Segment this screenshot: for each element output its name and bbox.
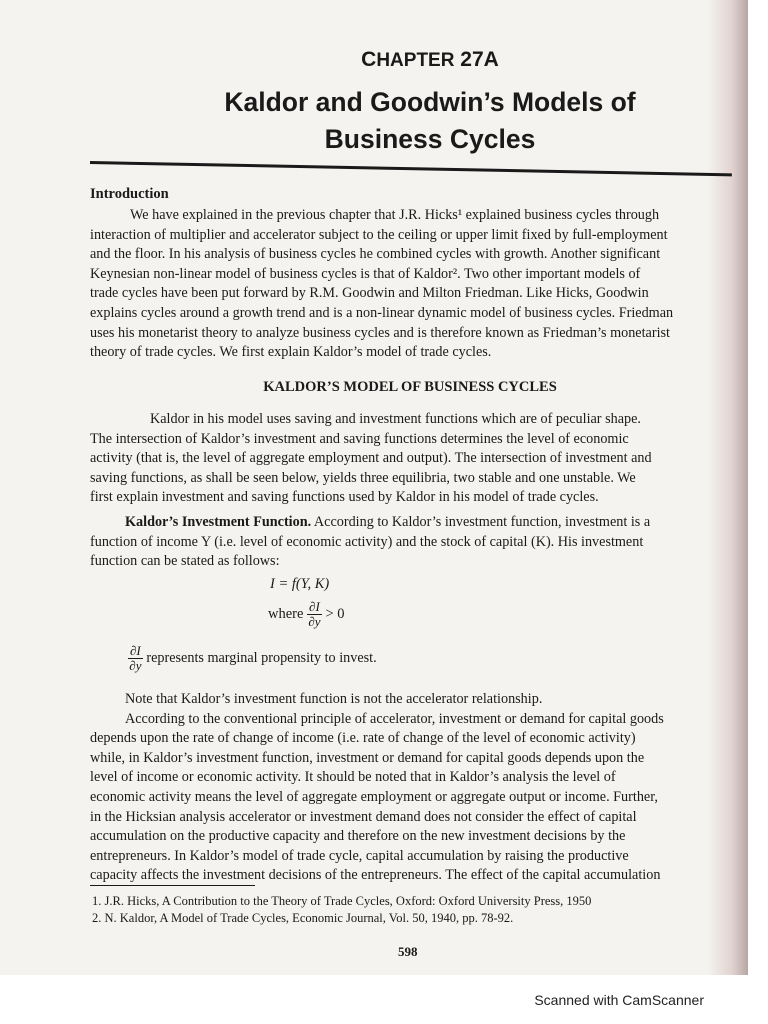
investment-function-paragraph (90, 513, 730, 572)
text-line: and the floor. In his analysis of business cycles he combined cycles with growth. Another significant (90, 246, 661, 263)
text-line: accumulation on the productive capacity and therefore on the new investment decisions by the (90, 828, 626, 845)
footnote-rule (90, 885, 255, 886)
text-line: uses his monetarist theory to analyze business cycles and is therefore known as Friedman’s monetarist (90, 324, 670, 341)
chapter-title (150, 84, 710, 158)
text-line: function of income Y (i.e. level of economic activity) and the stock of capital (K). His investment (90, 533, 644, 550)
footnote: 1. J.R. Hicks, A Contribution to the Theory of Trade Cycles, Oxford: Oxford University Press, 1950 (92, 894, 592, 908)
intro-heading: Introduction (90, 186, 169, 202)
text-line: entrepreneurs. In Kaldor’s model of trade cycle, capital accumulation by raising the productive (90, 847, 629, 864)
mpi-text: represents marginal propensity to invest. (146, 649, 377, 666)
derivative-condition (268, 600, 345, 629)
text-line: level of income or economic activity. It should be noted that in Kaldor’s analysis the level of (90, 769, 616, 786)
chapter-number: 27A (460, 48, 499, 71)
text-line: interaction of multiplier and accelerator subject to the ceiling or upper limit fixed by full-employment (90, 226, 668, 243)
derivative-fraction (128, 644, 143, 673)
where-label: where (268, 605, 304, 622)
text-line: depends upon the rate of change of income (i.e. rate of change of the level of economic activity) (90, 730, 636, 747)
text-line: Note that Kaldor’s investment function is not the accelerator relationship. (125, 691, 543, 707)
investment-equation: I = f(Y, K) (270, 576, 330, 592)
footnotes (92, 893, 591, 927)
text-line: saving functions, as shall be seen below, yields three equilibria, two stable and one unstable. We (90, 469, 636, 486)
text-line: while, in Kaldor’s investment function, investment or demand for capital goods depends upon the (90, 749, 645, 766)
text-line: theory of trade cycles. We first explain Kaldor’s model of trade cycles. (90, 344, 492, 361)
title-line: Kaldor and Goodwin’s Models of (224, 87, 636, 117)
intro-paragraph (90, 206, 730, 363)
fraction-denominator: ∂y (129, 658, 142, 673)
text-line: capacity affects the investment decisions of the entrepreneurs. The effect of the capital accumulation (90, 867, 661, 884)
investment-function-heading: Kaldor’s Investment Function. (125, 514, 312, 530)
text-line: Kaldor in his model uses saving and investment functions which are of peculiar shape. (150, 411, 641, 427)
kaldor-paragraph (90, 410, 730, 508)
text-line: in the Hicksian analysis accelerator or investment demand does not consider the effect of capital (90, 808, 637, 825)
text-line: function can be stated as follows: (90, 553, 280, 570)
chapter-word: HAPTER (376, 50, 455, 71)
accelerator-paragraph (90, 690, 730, 886)
page-number: 598 (398, 944, 418, 959)
text-line: According to Kaldor’s investment function, investment is a (311, 514, 651, 530)
text-line: Keynesian non-linear model of business cycles is that of Kaldor². Two other important models of (90, 265, 641, 282)
title-rule (90, 161, 732, 176)
footnote: 2. N. Kaldor, A Model of Trade Cycles, Economic Journal, Vol. 50, 1940, pp. 78-92. (92, 911, 514, 925)
text-line: We have explained in the previous chapter that J.R. Hicks¹ explained business cycles through (130, 207, 660, 223)
fraction-numerator: ∂I (309, 599, 320, 614)
text-line: The intersection of Kaldor’s investment and saving functions determines the level of economic (90, 430, 629, 447)
text-line: According to the conventional principle of accelerator, investment or demand for capital goods (125, 710, 664, 727)
fraction-denominator: ∂y (308, 614, 321, 629)
text-line: trade cycles have been put forward by R.M. Goodwin and Milton Friedman. Like Hicks, Goodwin (90, 285, 649, 302)
fraction-numerator: ∂I (130, 643, 141, 658)
derivative-fraction (307, 600, 322, 629)
text-line: activity (that is, the level of aggregate employment and output). The intersection of investment and (90, 450, 652, 467)
scanner-watermark: Scanned with CamScanner (534, 992, 704, 1008)
chapter-prefix: C (361, 48, 377, 71)
text-line: explains cycles around a growth trend and is a non-linear dynamic model of business cycles. Friedman (90, 304, 674, 321)
mpi-definition (128, 644, 377, 673)
text-line: first explain investment and saving functions used by Kaldor in his model of trade cycles. (90, 489, 599, 506)
text-line: economic activity means the level of aggregate employment or aggregate output or income. Further, (90, 788, 658, 805)
chapter-label (0, 48, 768, 72)
section-heading: KALDOR’S MODEL OF BUSINESS CYCLES (263, 379, 557, 395)
title-line: Business Cycles (324, 124, 536, 154)
derivative-inequality: > 0 (325, 605, 345, 622)
